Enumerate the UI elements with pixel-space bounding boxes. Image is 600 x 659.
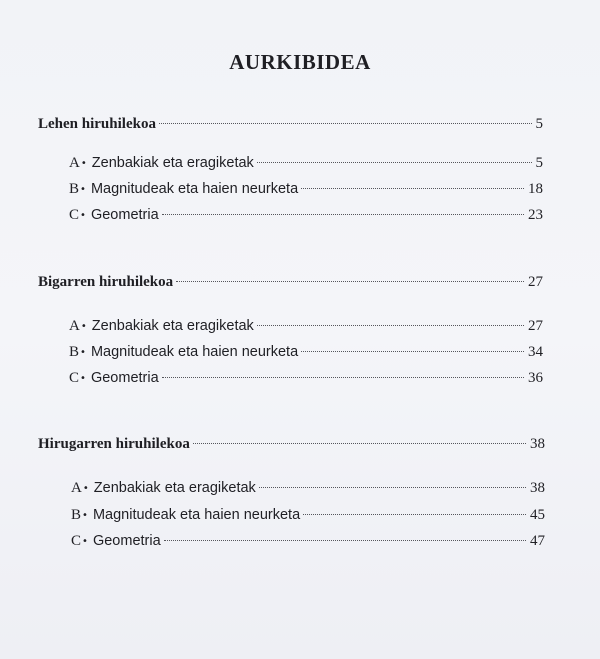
page-number: 27 xyxy=(528,274,543,290)
page-number: 38 xyxy=(530,480,545,496)
dot-leader xyxy=(259,487,526,488)
page-title: AURKIBIDEA xyxy=(229,50,371,74)
toc-item xyxy=(69,155,543,172)
item-label: A• Zenbakiak eta eragiketak xyxy=(69,155,254,171)
dot-leader xyxy=(162,214,524,215)
toc-item xyxy=(71,533,545,550)
dot-leader xyxy=(162,377,524,378)
toc-item xyxy=(69,318,543,335)
dot-leader xyxy=(257,325,524,326)
toc-section-bigarren xyxy=(38,274,543,291)
toc-item xyxy=(69,370,543,387)
toc-item xyxy=(69,344,543,361)
toc-item xyxy=(71,507,545,524)
dot-leader xyxy=(164,540,526,541)
dot-leader xyxy=(193,443,526,444)
page-number: 34 xyxy=(528,344,543,360)
item-label: A• Zenbakiak eta eragiketak xyxy=(71,480,256,496)
item-label: B• Magnitudeak eta haien neurketa xyxy=(71,507,301,523)
section-label: Bigarren hiruhilekoa xyxy=(38,274,174,290)
dot-leader xyxy=(303,514,526,515)
page-number: 27 xyxy=(528,318,543,334)
dot-leader xyxy=(257,162,532,163)
toc-item xyxy=(71,480,545,497)
page-number: 5 xyxy=(535,116,543,132)
item-label: C• Geometria xyxy=(69,207,159,223)
page-number: 45 xyxy=(530,507,545,523)
dot-leader xyxy=(159,123,532,124)
page-number: 18 xyxy=(528,181,543,197)
page-number: 23 xyxy=(528,207,543,223)
toc-section-hirugarren xyxy=(38,436,545,453)
toc-item xyxy=(69,207,543,224)
page-number: 36 xyxy=(528,370,543,386)
page-number: 5 xyxy=(535,155,543,171)
item-label: C• Geometria xyxy=(71,533,161,549)
item-label: A• Zenbakiak eta eragiketak xyxy=(69,318,254,334)
page-number: 38 xyxy=(530,436,545,452)
page-number: 47 xyxy=(530,533,545,549)
toc-section-lehen xyxy=(38,116,543,133)
toc-item xyxy=(69,181,543,198)
item-label: B• Magnitudeak eta haien neurketa xyxy=(69,181,299,197)
item-label: B• Magnitudeak eta haien neurketa xyxy=(69,344,299,360)
section-label: Lehen hiruhilekoa xyxy=(38,116,156,132)
dot-leader xyxy=(301,188,524,189)
section-label: Hirugarren hiruhilekoa xyxy=(38,436,190,452)
dot-leader xyxy=(176,281,524,282)
item-label: C• Geometria xyxy=(69,370,159,386)
dot-leader xyxy=(301,351,524,352)
